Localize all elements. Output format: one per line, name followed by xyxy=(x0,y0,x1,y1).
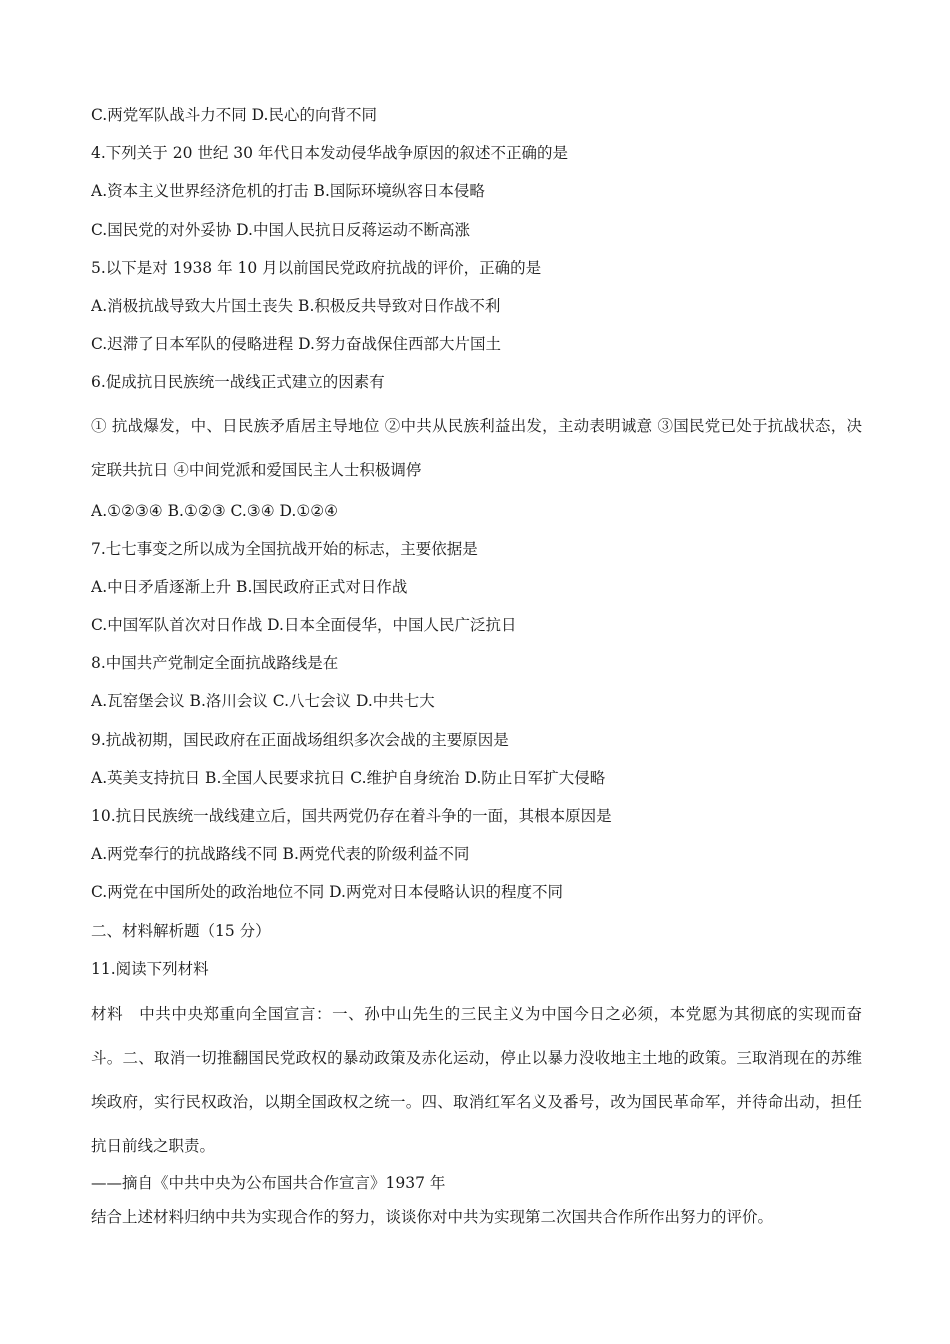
section-heading-material-analysis: 二、材料解析题（15 分） xyxy=(91,921,271,940)
question-5-options-cd: C.迟滞了日本军队的侵略进程 D.努力奋战保住西部大片国土 xyxy=(91,335,501,354)
question-4-options-cd: C.国民党的对外妥协 D.中国人民抗日反蒋运动不断高涨 xyxy=(91,220,470,239)
question-10-options-ab: A.两党奉行的抗战路线不同 B.两党代表的阶级利益不同 xyxy=(91,845,470,864)
question-7-options-ab: A.中日矛盾逐渐上升 B.国民政府正式对日作战 xyxy=(91,577,408,596)
question-7: 7.七七事变之所以成为全国抗战开始的标志，主要依据是 xyxy=(91,539,478,558)
question-8-options: A.瓦窑堡会议 B.洛川会议 C.八七会议 D.中共七大 xyxy=(91,692,435,711)
question-9: 9.抗战初期，国民政府在正面战场组织多次会战的主要原因是 xyxy=(91,730,509,749)
question-9-options: A.英美支持抗日 B.全国人民要求抗日 C.维护自身统治 D.防止日军扩大侵略 xyxy=(91,768,606,787)
material-passage: 材料 中共中央郑重向全国宣言：一、孙中山先生的三民主义为中国今日之必须，本党愿为其彻底的实现而奋斗。二、取消一切推翻国民党政权的暴动政策及赤化运动，停止以暴力没收地主土地的政策。三取消现在的苏维埃政府，实行民权政治，以期全国政权之统一。四、取消红军名义及番号，改为国民革命军，并待命出动，担任抗日前线之职责。 xyxy=(91,1004,862,1155)
question-4: 4.下列关于 20 世纪 30 年代日本发动侵华战争原因的叙述不正确的是 xyxy=(91,144,568,163)
question-6-statements: ① 抗战爆发，中、日民族矛盾居主导地位 ②中共从民族利益出发，主动表明诚意 ③国民党已处于抗战状态，决定联共抗日 ④中间党派和爱国民主人士积极调停 xyxy=(91,416,862,479)
question-11-prompt: 结合上述材料归纳中共为实现合作的努力，谈谈你对中共为实现第二次国共合作所作出努力的评价。 xyxy=(91,1207,774,1226)
question-11: 11.阅读下列材料 xyxy=(91,959,209,978)
question-5-options-ab: A.消极抗战导致大片国土丧失 B.积极反共导致对日作战不利 xyxy=(91,296,501,315)
question-6-options: A.①②③④ B.①②③ C.③④ D.①②④ xyxy=(91,501,339,520)
question-10: 10.抗日民族统一战线建立后，国共两党仍存在着斗争的一面，其根本原因是 xyxy=(91,807,612,825)
text-line-q3-options-cd: C.两党军队战斗力不同 D.民心的向背不同 xyxy=(91,106,377,124)
question-10-options-cd: C.两党在中国所处的政治地位不同 D.两党对日本侵略认识的程度不同 xyxy=(91,883,563,902)
question-8: 8.中国共产党制定全面抗战路线是在 xyxy=(91,654,339,673)
question-4-options-ab: A.资本主义世界经济危机的打击 B.国际环境纵容日本侵略 xyxy=(91,182,485,201)
question-6: 6.促成抗日民族统一战线正式建立的因素有 xyxy=(91,373,385,392)
question-7-options-cd: C.中国军队首次对日作战 D.日本全面侵华，中国人民广泛抗日 xyxy=(91,616,517,635)
material-source: ——摘自《中共中央为公布国共合作宣言》1937 年 xyxy=(91,1173,446,1192)
question-5: 5.以下是对 1938 年 10 月以前国民党政府抗战的评价，正确的是 xyxy=(91,258,542,277)
